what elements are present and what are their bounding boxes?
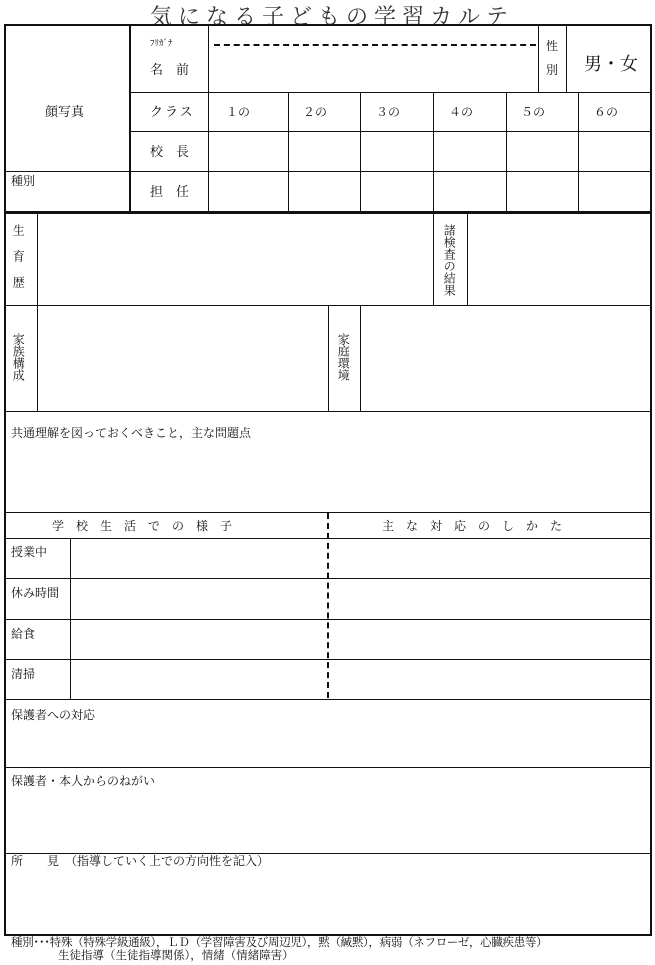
class-response-field[interactable] [331, 540, 649, 577]
growth-history-field[interactable] [40, 215, 430, 303]
break-observation-field[interactable] [73, 580, 325, 618]
row-sep-1 [4, 578, 652, 579]
sex-label-bottom: 別 [546, 63, 559, 77]
lunch-observation-field[interactable] [73, 621, 325, 658]
findings-field[interactable] [6, 871, 650, 933]
grade-div-3 [433, 92, 434, 212]
break-response-field[interactable] [331, 580, 649, 618]
growth-history-label: 生育歴 [11, 224, 26, 302]
class-row-bottom [129, 131, 652, 132]
grade-div-4 [506, 92, 507, 212]
school-dashed-divider [327, 513, 329, 698]
grade-2: ２の [303, 105, 328, 119]
row-label-cleaning: 清掃 [11, 667, 36, 681]
label-divider [208, 24, 209, 212]
guardian-response-label: 保護者への対応 [11, 708, 96, 722]
footnote-line-2: 生徒指導（生徒指導関係），情緒（情緒障害） [58, 948, 294, 962]
school-life-header: 学 校 生 活 で の 様 子 [52, 519, 233, 533]
lunch-response-field[interactable] [331, 621, 649, 658]
furigana-dashed-line [214, 44, 536, 46]
family-bottom [4, 411, 652, 412]
guardian-bottom [4, 767, 652, 768]
name-row-bottom [129, 92, 652, 93]
class-observation-field[interactable] [73, 540, 325, 577]
row-label-lunch: 給食 [11, 627, 36, 641]
test-divider-left [433, 212, 434, 305]
response-header: 主 な 対 応 の し か た [382, 519, 563, 533]
home-env-label: 家庭環境 [336, 333, 351, 381]
sex-divider-left [538, 24, 539, 92]
photo-divider [129, 24, 131, 212]
school-bottom [4, 699, 652, 700]
grade-div-2 [360, 92, 361, 212]
test-results-field[interactable] [470, 215, 648, 303]
family-divider-left [328, 305, 329, 411]
grade-6: ６の [594, 105, 619, 119]
home-env-field[interactable] [363, 308, 649, 409]
class-label: クラス [150, 105, 195, 120]
common-understanding-field[interactable] [6, 444, 650, 510]
grade-div-1 [288, 92, 289, 212]
findings-label: 所 見 （指導していく上での方向性を記入） [11, 854, 270, 868]
test-results-label: 諸検査の結果 [442, 224, 457, 296]
row-label-break: 休み時間 [11, 586, 60, 600]
page-title: 気になる子どもの学習カルテ [150, 5, 515, 30]
common-understanding-label: 共通理解を図っておくべきこと，主な問題点 [11, 426, 252, 440]
wishes-label: 保護者・本人からのねがい [11, 774, 156, 788]
wishes-field[interactable] [6, 791, 650, 851]
family-label: 家族構成 [11, 333, 26, 381]
cleaning-observation-field[interactable] [73, 661, 325, 698]
principal-label: 校 長 [150, 145, 190, 160]
name-field[interactable] [212, 48, 536, 90]
teacher-label: 担 任 [150, 185, 190, 200]
cleaning-response-field[interactable] [331, 661, 649, 698]
furigana-label: ﾌﾘｶﾞﾅ [150, 39, 173, 49]
family-divider-right [360, 305, 361, 411]
guardian-response-field[interactable] [6, 725, 650, 765]
photo-label: 顔写真 [45, 105, 85, 120]
sex-divider-right [566, 24, 567, 92]
footnote-line-1: 種別･･･特殊（特殊学級通級），ＬＤ（学習障害及び周辺児），黙（緘黙），病弱（ネフローゼ，心臓疾患等） [11, 935, 548, 949]
sex-label-top: 性 [546, 39, 559, 53]
grade-3: ３の [376, 105, 401, 119]
grade-5: ５の [521, 105, 546, 119]
test-divider-right [467, 212, 468, 305]
type-label: 種別 [11, 174, 36, 188]
row-sep-2 [4, 619, 652, 620]
row-label-class: 授業中 [11, 545, 48, 559]
name-label: 名 前 [150, 63, 190, 78]
family-field[interactable] [40, 308, 326, 409]
sex-options[interactable]: 男・女 [584, 54, 638, 75]
type-row-top [4, 171, 652, 172]
growth-label-divider [37, 212, 38, 411]
type-field[interactable] [6, 190, 128, 210]
grade-1: １の [226, 105, 251, 119]
header-bottom [4, 211, 652, 214]
grade-4: ４の [449, 105, 474, 119]
furigana-field[interactable] [212, 28, 536, 44]
grade-div-5 [578, 92, 579, 212]
row-sep-3 [4, 659, 652, 660]
